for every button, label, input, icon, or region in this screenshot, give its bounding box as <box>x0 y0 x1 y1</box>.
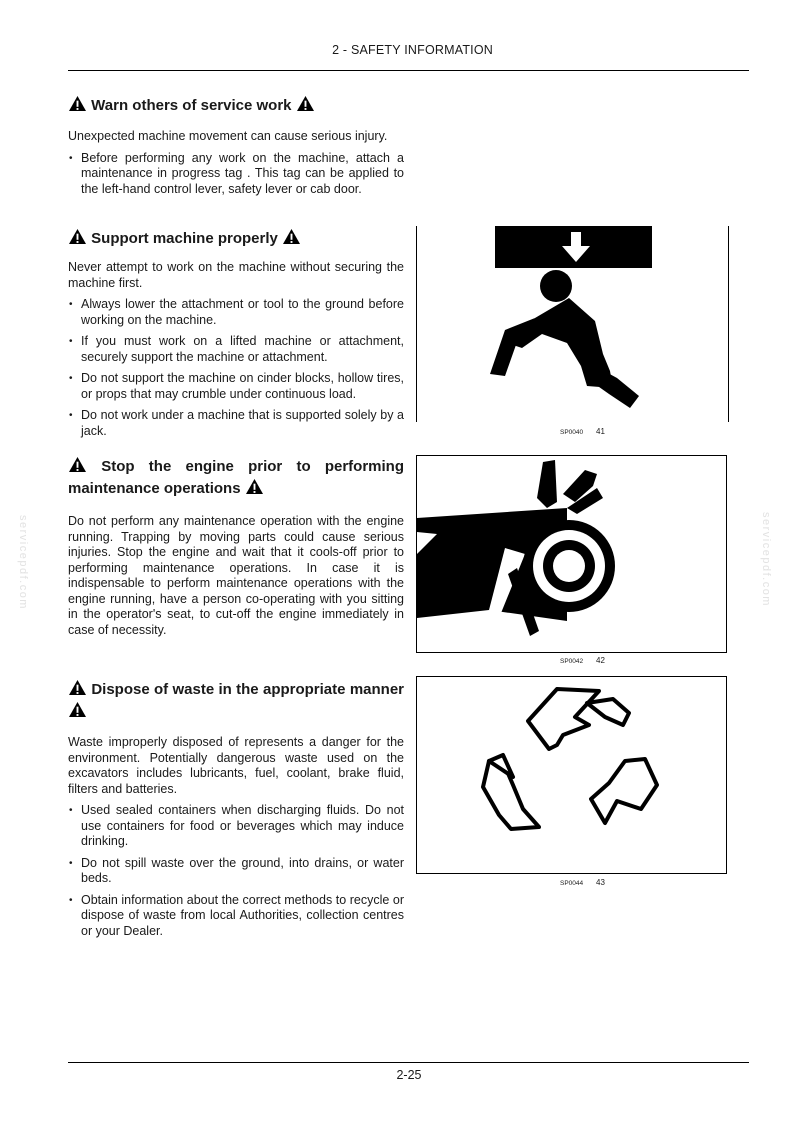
bullet-list <box>68 297 404 439</box>
recycle-icon <box>417 677 726 873</box>
warning-triangle-icon <box>68 701 87 718</box>
warning-triangle-icon <box>296 95 315 112</box>
section-title: Dispose of waste in the appropriate manner <box>91 681 404 698</box>
warning-triangle-icon <box>68 228 87 245</box>
warning-triangle-icon <box>68 456 87 473</box>
watermark-right: servicepdf.com <box>760 512 772 607</box>
watermark-left: servicepdf.com <box>17 515 29 610</box>
figure-42-frame <box>416 455 727 653</box>
section-heading <box>68 228 404 250</box>
list-item: • Used sealed containers when discharging fluids. Do not use containers for food or beverages which may induce drinking. <box>68 803 404 850</box>
section-heading <box>68 95 404 117</box>
section-heading <box>68 679 404 723</box>
section-intro: Never attempt to work on the machine without securing the machine first. <box>68 260 404 290</box>
figure-code: SP0042 <box>560 658 584 665</box>
list-item: • If you must work on a lifted machine or attachment, securely support the machine or attachment. <box>68 334 404 365</box>
page-number: 2-25 <box>396 1068 422 1082</box>
bullet-list <box>68 803 404 939</box>
footer-rule <box>68 1062 749 1063</box>
section-heading <box>68 456 404 500</box>
header-rule <box>68 70 749 71</box>
section-warn-others <box>68 95 404 197</box>
belt-entanglement-hazard-icon <box>417 456 726 652</box>
section-dispose-waste <box>68 679 404 939</box>
figure-41-frame <box>416 226 729 422</box>
warning-triangle-icon <box>282 228 301 245</box>
section-title: Support machine properly <box>91 230 278 247</box>
section-title: Stop the engine prior to performing maintenance operations <box>68 458 405 497</box>
figure-number: 42 <box>596 656 605 665</box>
warning-triangle-icon <box>68 95 87 112</box>
section-stop-engine <box>68 456 404 638</box>
crushing-hazard-icon <box>417 226 728 422</box>
figure-number: 41 <box>596 427 605 436</box>
figure-code: SP0040 <box>560 429 584 436</box>
list-item: • Before performing any work on the machine, attach a maintenance in progress tag . This tag can be applied to the left-hand control lever, safety lever or cab door. <box>68 151 404 198</box>
list-item: • Always lower the attachment or tool to the ground before working on the machine. <box>68 297 404 328</box>
section-intro: Unexpected machine movement can cause serious injury. <box>68 129 388 143</box>
page-header-title: 2 - SAFETY INFORMATION <box>332 43 493 57</box>
section-intro: Do not perform any maintenance operation with the engine running. Trapping by moving parts could cause serious injuries. Stop the engine and wait that it cools-off prior to performing maintenance operations. In case it is indispensable to perform maintenance operations with the engine running, have a person co-operating with you sitting in the operator's seat, to cut-off the engine immediately in case of necessity. <box>68 514 404 637</box>
list-item: • Do not spill waste over the ground, into drains, or water beds. <box>68 856 404 887</box>
list-item: • Do not work under a machine that is supported solely by a jack. <box>68 408 404 439</box>
figure-43-frame <box>416 676 727 874</box>
list-item: • Do not support the machine on cinder blocks, hollow tires, or props that may crumble under continuous load. <box>68 371 404 402</box>
warning-triangle-icon <box>245 478 264 495</box>
section-intro: Waste improperly disposed of represents a danger for the environment. Potentially dangerous waste used on the excavators includes lubricants, fuel, coolant, brake fluid, filters and batteries. <box>68 735 404 796</box>
figure-code: SP0044 <box>560 880 584 887</box>
list-item: • Obtain information about the correct methods to recycle or dispose of waste from local Authorities, collection centres or your Dealer. <box>68 893 404 940</box>
bullet-list <box>68 151 404 198</box>
section-title: Warn others of service work <box>91 97 292 114</box>
figure-number: 43 <box>596 878 605 887</box>
section-support-machine <box>68 228 404 439</box>
warning-triangle-icon <box>68 679 87 696</box>
